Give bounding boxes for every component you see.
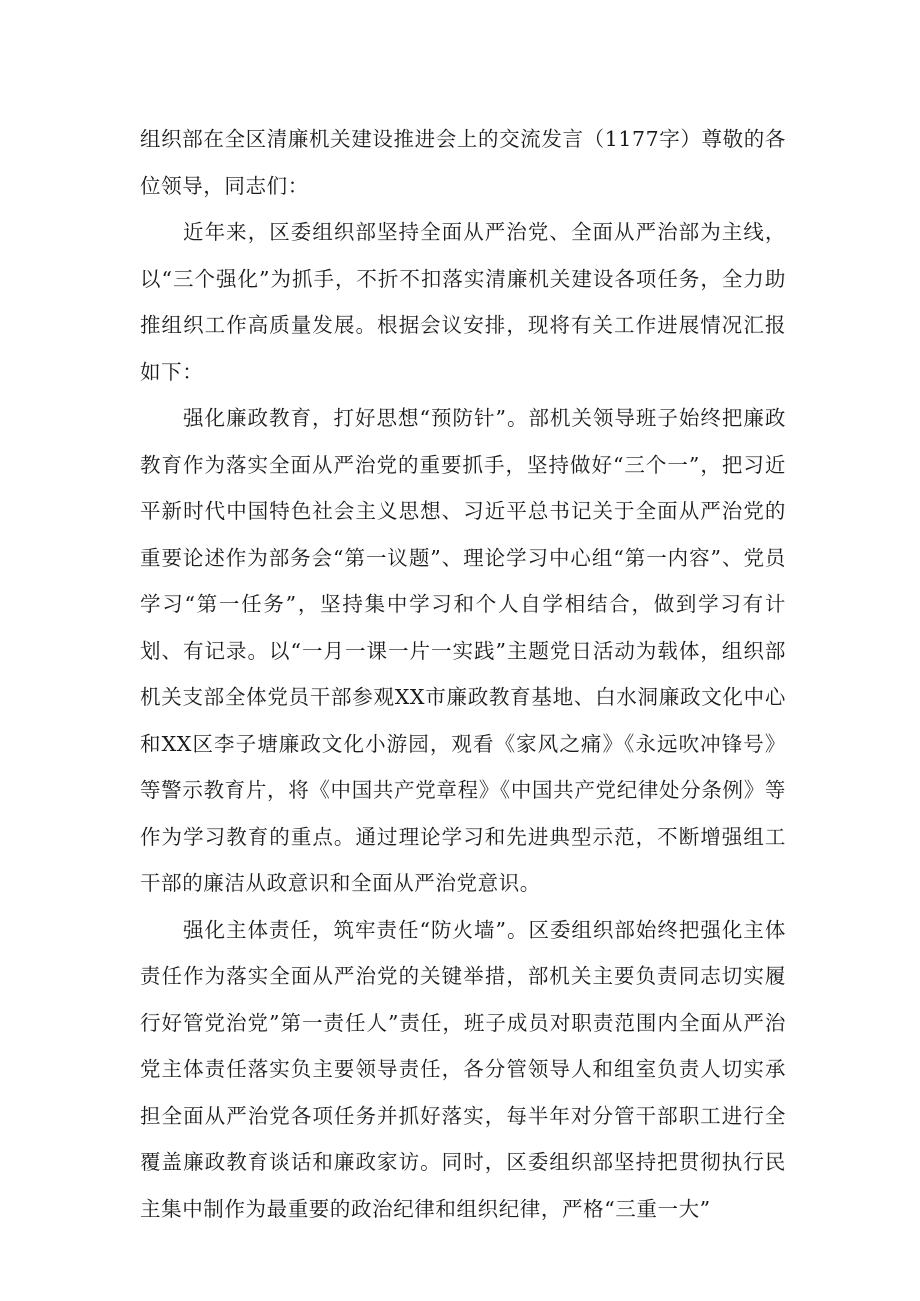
document-heading-line: 组织部在全区清廉机关建设推进会上的交流发言（1177字）尊敬的各位领导，同志们： bbox=[140, 127, 786, 198]
paragraph-intro: 近年来，区委组织部坚持全面从严治党、全面从严治部为主线，以“三个强化”为抓手，不折不扣落实清廉机关建设各项任务，全力助推组织工作高质量发展。根据会议安排，现将有关工作进展情况汇报如下： bbox=[140, 220, 786, 384]
paragraph-responsibility: 强化主体责任，筑牢责任“防火墙”。区委组织部始终把强化主体责任作为落实全面从严治党的关键举措，部机关主要负责同志切实履行好管党治党”第一责任人”责任，班子成员对职责范围内全面从严治党主体责任落实负主要领导责任，各分管领导人和组室负责人切实承担全面从严治党各项任务并抓好落实，每半年对分管干部职工进行全覆盖廉政教育谈话和廉政家访。同时，区委组织部坚持把贯彻执行民主集中制作为最重要的政治纪律和组织纪律，严格“三重一大” bbox=[140, 917, 786, 1221]
paragraph-education: 强化廉政教育，打好思想“预防针”。部机关领导班子始终把廉政教育作为落实全面从严治党的重要抓手，坚持做好“三个一”，把习近平新时代中国特色社会主义思想、习近平总书记关于全面从严治党的重要论述作为部务会“第一议题”、理论学习中心组“第一内容”、党员学习“第一任务”，坚持集中学习和个人自学相结合，做到学习有计划、有记录。以“一月一课一片一实践”主题党日活动为载体，组织部机关支部全体党员干部参观XX市廉政教育基地、白水洞廉政文化中心和XX区李子塘廉政文化小游园，观看《家风之痛》《永远吹冲锋号》等警示教育片，将《中国共产党章程》《中国共产党纪律处分条例》等作为学习教育的重点。通过理论学习和先进典型示范，不断增强组工干部的廉洁从政意识和全面从严治党意识。 bbox=[140, 406, 786, 895]
